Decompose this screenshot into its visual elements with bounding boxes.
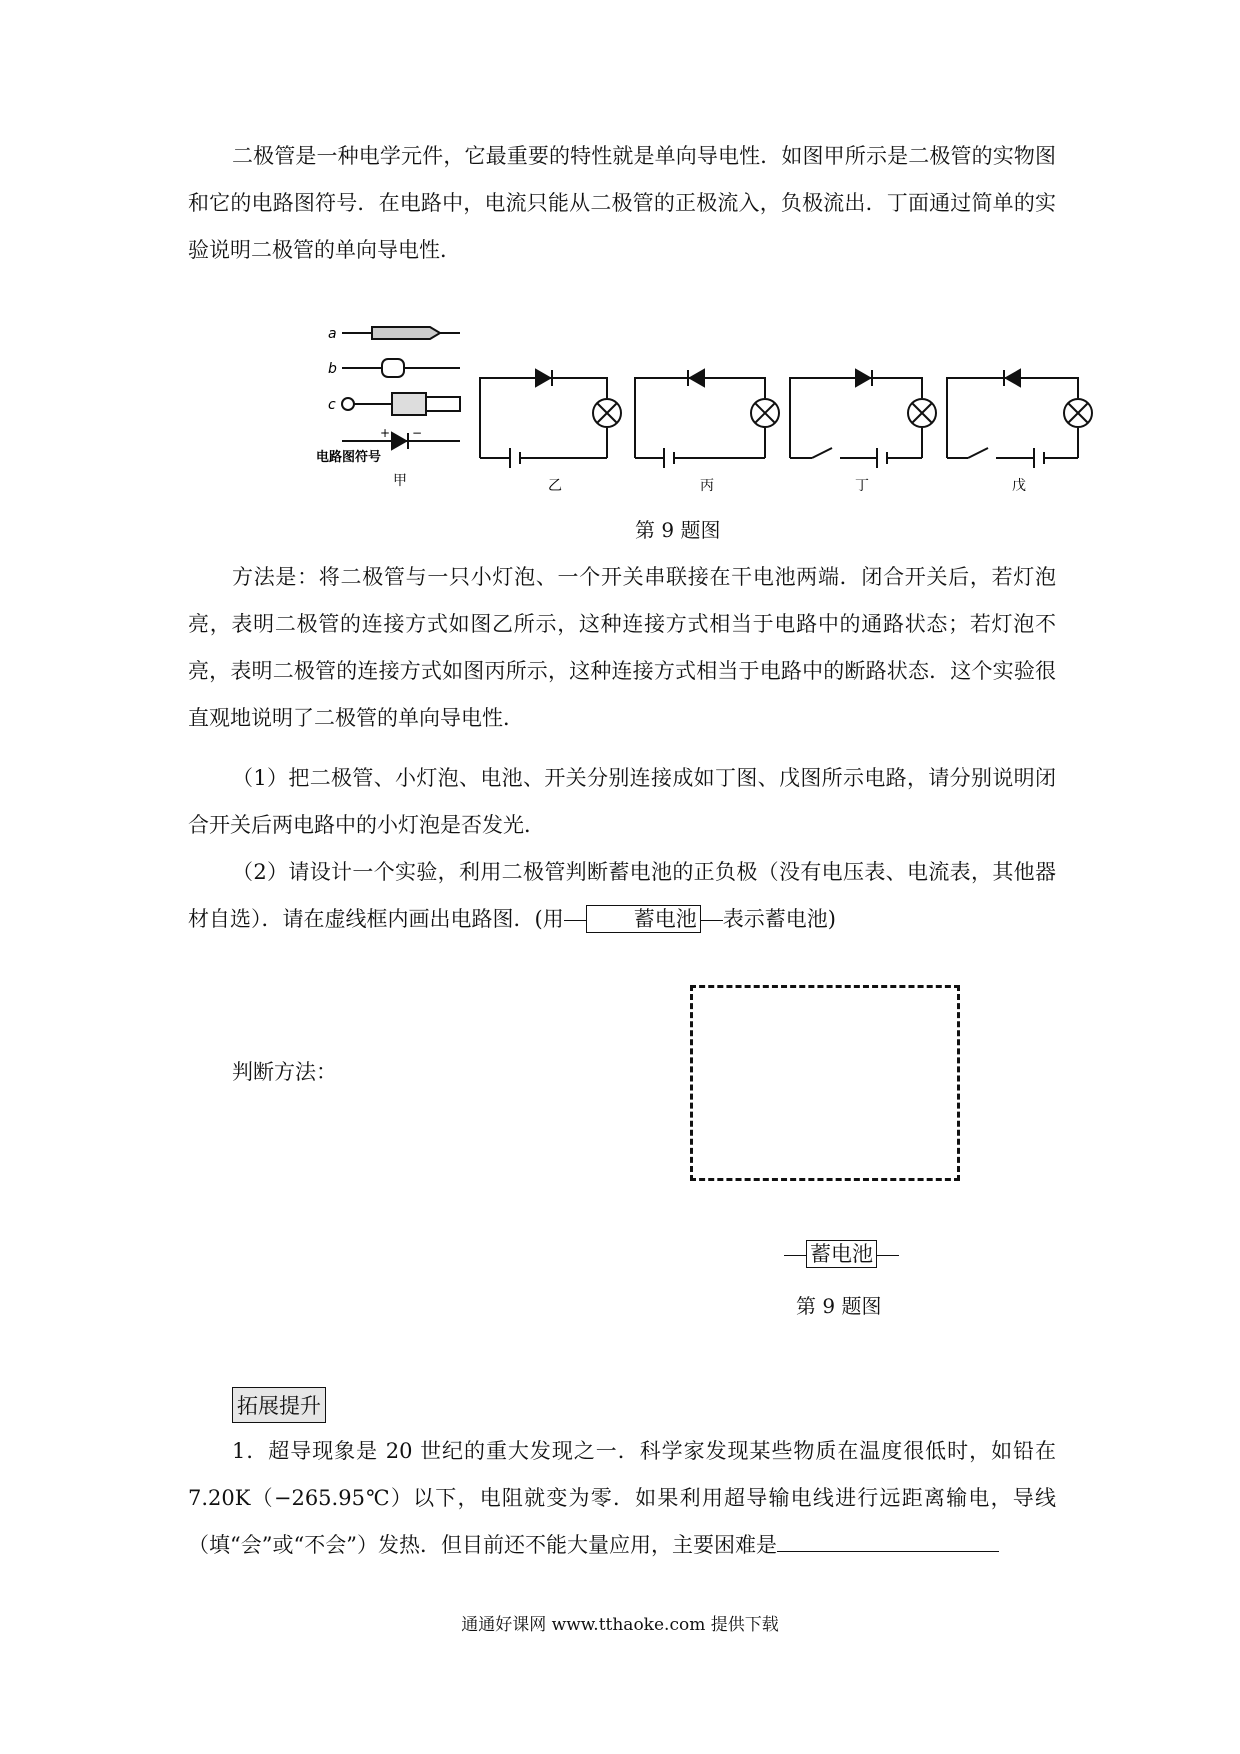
label-yi: 乙 — [548, 478, 562, 494]
extension-question-1-text: 1．超导现象是 20 世纪的重大发现之一．科学家发现某些物质在温度很低时，如铅在 7.20K（−265.95℃）以下，电阻就变为零．如果利用超导输电线进行远距离输电，导线（填“会”或“不会”）发热．但目前还不能大量应用，主要困难是 — [188, 1439, 1056, 1557]
battery-lead-right — [701, 920, 723, 921]
label-wu: 戊 — [1012, 478, 1026, 494]
figure-caption-2: 第 9 题图 — [796, 1294, 882, 1318]
judge-method-label: 判断方法： — [232, 1060, 337, 1084]
battery-lead-left — [784, 1255, 806, 1256]
section-title: 拓展提升 — [232, 1387, 326, 1423]
battery-lead-left — [564, 920, 586, 921]
battery-symbol-standalone — [784, 1240, 899, 1268]
battery-symbol: 蓄电池 — [586, 905, 701, 933]
intro-paragraph: 二极管是一种电学元件，它最重要的特性就是单向导电性．如图甲所示是二极管的实物图和它的电路图符号．在电路中，电流只能从二极管的正极流入，负极流出．丁面通过简单的实验说明二极管的单向导电性． — [188, 144, 1056, 262]
answer-blank[interactable] — [777, 1550, 999, 1552]
circuit-drawing-box[interactable] — [690, 985, 960, 1181]
footer: 通通好课网 www.tthaoke.com 提供下载 — [461, 1615, 779, 1635]
method-paragraph: 方法是：将二极管与一只小灯泡、一个开关串联接在干电池两端．闭合开关后，若灯泡亮，表明二极管的连接方式如图乙所示，这种连接方式相当于电路中的通路状态；若灯泡不亮，表明二极管的连接方式如图丙所示，这种连接方式相当于电路中的断路状态．这个实验很直观地说明了二极管的单向导电性． — [188, 565, 1056, 730]
label-jia: 甲 — [393, 473, 407, 489]
label-c: c — [328, 397, 336, 413]
question-2-after: 表示蓄电池) — [722, 907, 836, 931]
question-2-text: （2）请设计一个实验，利用二极管判断蓄电池的正负极（没有电压表、电流表，其他器材自选）．请在虚线框内画出电路图．(用 — [188, 860, 1056, 931]
circuit-ding — [790, 370, 936, 468]
label-ding: 丁 — [855, 478, 869, 494]
circuit-wu — [947, 370, 1092, 468]
circuit-bing — [635, 370, 779, 468]
label-plus: + — [380, 426, 391, 440]
label-bing: 丙 — [700, 478, 714, 494]
extension-question-1 — [188, 1428, 1056, 1569]
label-minus: − — [412, 426, 423, 440]
diode-circuit-figure — [0, 315, 1240, 515]
figure-caption: 第 9 题图 — [635, 518, 721, 542]
question-1: （1）把二极管、小灯泡、电池、开关分别连接成如丁图、戊图所示电路，请分别说明闭合开关后两电路中的小灯泡是否发光． — [188, 766, 1056, 837]
label-b: b — [328, 361, 337, 377]
battery-label: 蓄电池 — [806, 1240, 877, 1268]
battery-lead-right — [877, 1255, 899, 1256]
circuit-yi — [480, 370, 621, 468]
label-a: a — [328, 326, 337, 342]
question-2 — [188, 849, 1056, 943]
label-symbol: 电路图符号 — [316, 450, 382, 465]
